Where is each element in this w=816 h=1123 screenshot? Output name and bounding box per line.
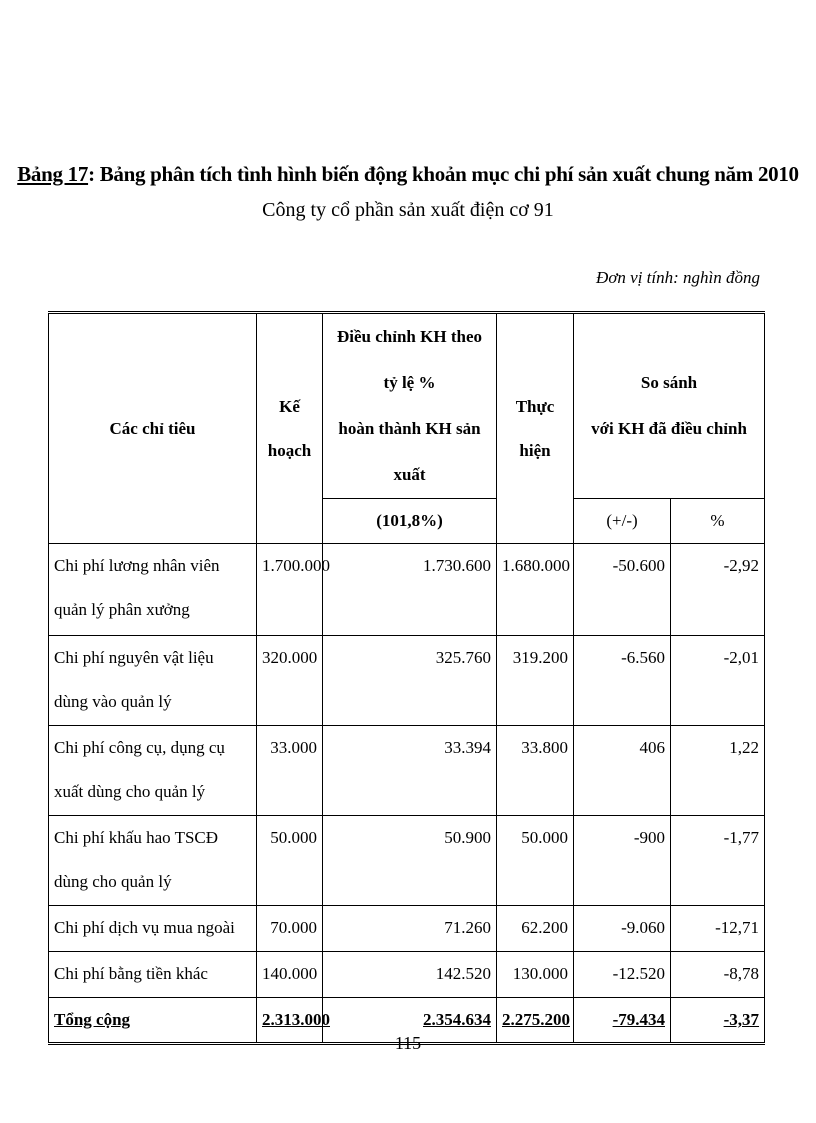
table-row [49, 952, 765, 998]
row-adjusted: 33.394 [323, 726, 497, 816]
header-plan: Kế hoạch [257, 313, 323, 544]
table-title [0, 162, 816, 187]
header-criteria: Các chỉ tiêu [49, 313, 257, 544]
row-percent: -8,78 [671, 952, 765, 998]
row-diff: -50.600 [574, 544, 671, 636]
cost-analysis-table [48, 311, 765, 1045]
total-actual: 2.275.200 [497, 998, 574, 1044]
company-subtitle: Công ty cổ phần sản xuất điện cơ 91 [262, 199, 554, 221]
total-name: Tổng cộng [49, 998, 257, 1044]
header-actual: Thực hiện [497, 313, 574, 544]
row-actual: 319.200 [497, 636, 574, 726]
row-adjusted: 71.260 [323, 906, 497, 952]
row-adjusted: 325.760 [323, 636, 497, 726]
row-percent: -2,92 [671, 544, 765, 636]
table-title-text: : Bảng phân tích tình hình biến động khoản mục chi phí sản xuất chung năm 2010 [88, 162, 799, 186]
header-compare-line1: So sánh [640, 373, 698, 392]
total-percent: -3,37 [671, 998, 765, 1044]
table-number-label: Bảng 17 [17, 162, 89, 186]
row-diff: -9.060 [574, 906, 671, 952]
table-row [49, 636, 765, 726]
row-actual: 33.800 [497, 726, 574, 816]
row-diff: -12.520 [574, 952, 671, 998]
row-plan: 70.000 [257, 906, 323, 952]
header-compare [574, 313, 765, 499]
header-compare-line2: với KH đã điều chỉnh [591, 419, 747, 438]
total-plan: 2.313.000 [257, 998, 323, 1044]
header-diff: (+/-) [574, 499, 671, 544]
total-adjusted: 2.354.634 [323, 998, 497, 1044]
table-row [49, 906, 765, 952]
header-adjusted-rate: (101,8%) [323, 499, 497, 544]
row-name: Chi phí lương nhân viên quản lý phân xưởng [49, 544, 257, 636]
row-plan: 1.700.000 [257, 544, 323, 636]
unit-note: Đơn vị tính: nghìn đồng [596, 268, 760, 287]
row-adjusted: 1.730.600 [323, 544, 497, 636]
header-adjusted-line1: Điều chỉnh KH theo tỷ lệ % [337, 327, 482, 392]
row-name: Chi phí nguyên vật liệu dùng vào quản lý [49, 636, 257, 726]
row-percent: -1,77 [671, 816, 765, 906]
row-actual: 130.000 [497, 952, 574, 998]
row-name: Chi phí bằng tiền khác [49, 952, 257, 998]
row-actual: 50.000 [497, 816, 574, 906]
row-adjusted: 142.520 [323, 952, 497, 998]
row-plan: 320.000 [257, 636, 323, 726]
page-number: 115 [394, 1033, 422, 1053]
table-row [49, 726, 765, 816]
row-percent: 1,22 [671, 726, 765, 816]
row-name: Chi phí công cụ, dụng cụ xuất dùng cho quản lý [49, 726, 257, 816]
row-diff: 406 [574, 726, 671, 816]
row-actual: 62.200 [497, 906, 574, 952]
row-percent: -12,71 [671, 906, 765, 952]
table-row [49, 544, 765, 636]
table-row [49, 816, 765, 906]
row-plan: 50.000 [257, 816, 323, 906]
row-percent: -2,01 [671, 636, 765, 726]
row-name: Chi phí khấu hao TSCĐ dùng cho quản lý [49, 816, 257, 906]
row-actual: 1.680.000 [497, 544, 574, 636]
row-diff: -900 [574, 816, 671, 906]
row-plan: 33.000 [257, 726, 323, 816]
total-diff: -79.434 [574, 998, 671, 1044]
row-adjusted: 50.900 [323, 816, 497, 906]
header-adjusted-line2: hoàn thành KH sản xuất [338, 419, 481, 484]
row-plan: 140.000 [257, 952, 323, 998]
row-diff: -6.560 [574, 636, 671, 726]
row-name: Chi phí dịch vụ mua ngoài [49, 906, 257, 952]
header-percent: % [671, 499, 765, 544]
header-adjusted [323, 313, 497, 499]
